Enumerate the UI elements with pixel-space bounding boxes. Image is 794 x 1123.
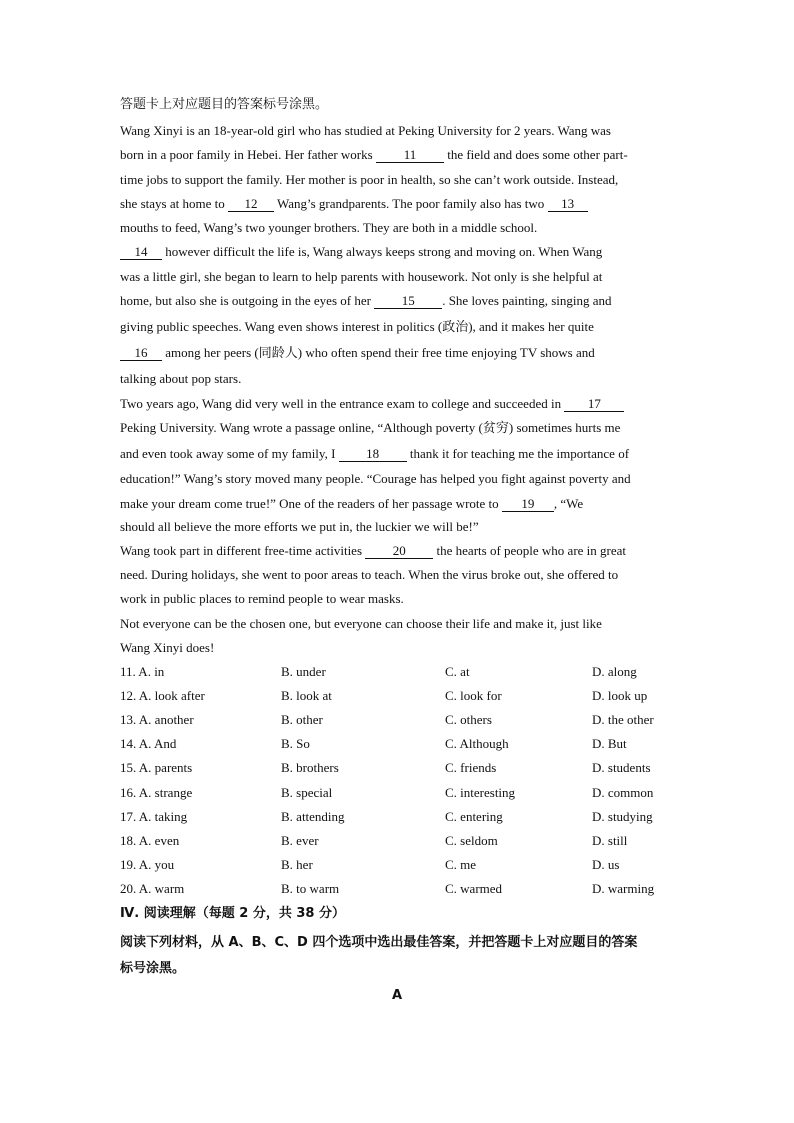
passage-line: Wang Xinyi is an 18-year-old girl who has studied at Peking University for 2 years. Wang was — [120, 123, 611, 138]
blank-20: 20 — [365, 543, 433, 559]
question-options-15 — [120, 759, 680, 777]
passage-line: mouths to feed, Wang’s two younger brothers. They are both in a middle school. — [120, 220, 538, 235]
option-d: D. look up — [592, 688, 648, 703]
option-d: D. common — [592, 785, 654, 800]
option-b: B. her — [281, 857, 313, 872]
option-c: C. interesting — [445, 785, 516, 800]
blank-18: 18 — [339, 446, 407, 462]
question-options-20 — [120, 880, 680, 898]
option-b: B. special — [281, 785, 333, 800]
option-d: D. studying — [592, 809, 653, 824]
part-label: A — [391, 988, 403, 1003]
option-d: D. warming — [592, 881, 655, 896]
option-b: B. look at — [281, 688, 332, 703]
option-a: 18. A. even — [120, 833, 180, 848]
question-options-14 — [120, 735, 680, 753]
section-instructions-cont: 标号涂黑。 — [120, 961, 186, 976]
option-a: 16. A. strange — [120, 785, 193, 800]
option-c: C. Although — [445, 736, 509, 751]
option-c: C. at — [445, 664, 470, 679]
option-b: B. brothers — [281, 760, 339, 775]
passage-line: need. During holidays, she went to poor areas to teach. When the virus broke out, she offered to — [120, 567, 619, 582]
question-options-17 — [120, 808, 680, 826]
question-options-12 — [120, 687, 680, 705]
option-b: B. under — [281, 664, 326, 679]
option-d: D. still — [592, 833, 628, 848]
option-b: B. to warm — [281, 881, 340, 896]
question-options-19 — [120, 856, 680, 874]
passage-line: Two years ago, Wang did very well in the entrance exam to college and succeeded in 17 — [120, 395, 624, 413]
passage-line: make your dream come true!” One of the readers of her passage wrote to 19 , “We — [120, 496, 584, 511]
option-c: C. entering — [445, 809, 503, 824]
option-c: C. warmed — [445, 881, 503, 896]
blank-16: 16 — [120, 345, 162, 361]
blank-14: 14 — [120, 244, 162, 260]
option-c: C. others — [445, 712, 492, 727]
option-a: 17. A. taking — [120, 809, 188, 824]
option-c: C. me — [445, 857, 477, 872]
option-a: 12. A. look after — [120, 688, 205, 703]
passage-line: work in public places to remind people to wear masks. — [120, 591, 404, 606]
passage-line: 14 however difficult the life is, Wang always keeps strong and moving on. When Wang — [120, 243, 602, 261]
option-a: 20. A. warm — [120, 881, 185, 896]
passage-line: home, but also she is outgoing in the eyes of her 15 . She loves painting, singing and — [120, 293, 612, 308]
blank-15: 15 — [374, 293, 442, 309]
question-options-16 — [120, 784, 680, 802]
option-b: B. other — [281, 712, 323, 727]
passage-line: and even took away some of my family, I 18 thank it for teaching me the importance of — [120, 446, 630, 461]
passage-line: she stays at home to 12 Wang’s grandparents. The poor family also has two 13 — [120, 195, 588, 213]
blank-11: 11 — [376, 147, 444, 163]
blank-12: 12 — [228, 196, 274, 212]
passage-line: talking about pop stars. — [120, 371, 242, 386]
option-a: 11. A. in — [120, 664, 165, 679]
blank-19: 19 — [502, 496, 554, 512]
option-d: D. the other — [592, 712, 654, 727]
passage-line: born in a poor family in Hebei. Her father works 11 the field and does some other part- — [120, 147, 628, 162]
option-b: B. So — [281, 736, 310, 751]
option-d: D. But — [592, 736, 627, 751]
passage-line: Wang Xinyi does! — [120, 640, 215, 655]
option-b: B. ever — [281, 833, 319, 848]
passage-line: Peking University. Wang wrote a passage online, “Although poverty (贫穷) sometimes hurts me — [120, 420, 621, 435]
passage-line: Not everyone can be the chosen one, but everyone can choose their life and make it, just like — [120, 616, 602, 631]
passage-line: Wang took part in different free-time activities 20 the hearts of people who are in great — [120, 543, 627, 558]
section-heading: Ⅳ. 阅读理解（每题 2 分，共 38 分） — [120, 906, 345, 921]
question-options-18 — [120, 832, 680, 850]
passage-line: 16 among her peers (同龄人) who often spend their free time enjoying TV shows and — [120, 344, 595, 362]
option-b: B. attending — [281, 809, 345, 824]
passage-line: time jobs to support the family. Her mother is poor in health, so she can’t work outside. Instead, — [120, 172, 619, 187]
option-d: D. along — [592, 664, 637, 679]
blank-17: 17 — [564, 396, 624, 412]
option-d: D. students — [592, 760, 651, 775]
option-a: 15. A. parents — [120, 760, 193, 775]
blank-13: 13 — [548, 196, 588, 212]
question-options-13 — [120, 711, 680, 729]
question-options-11 — [120, 663, 680, 681]
section-instructions: 阅读下列材料，从 A、B、C、D 四个选项中选出最佳答案，并把答题卡上对应题目的答案 — [120, 935, 638, 950]
passage-line: education!” Wang’s story moved many people. “Courage has helped you fight against poverty and — [120, 471, 631, 486]
option-a: 19. A. you — [120, 857, 175, 872]
passage-line: should all believe the more efforts we put in, the luckier we will be!” — [120, 519, 479, 534]
option-a: 14. A. And — [120, 736, 177, 751]
option-d: D. us — [592, 857, 620, 872]
option-c: C. friends — [445, 760, 497, 775]
option-c: C. look for — [445, 688, 502, 703]
passage-line: was a little girl, she began to learn to help parents with housework. Not only is she helpful at — [120, 269, 603, 284]
intro-line: 答题卡上对应题目的答案标号涂黑。 — [120, 96, 329, 111]
passage-line: giving public speeches. Wang even shows interest in politics (政治), and it makes her quite — [120, 319, 594, 334]
option-c: C. seldom — [445, 833, 498, 848]
option-a: 13. A. another — [120, 712, 194, 727]
